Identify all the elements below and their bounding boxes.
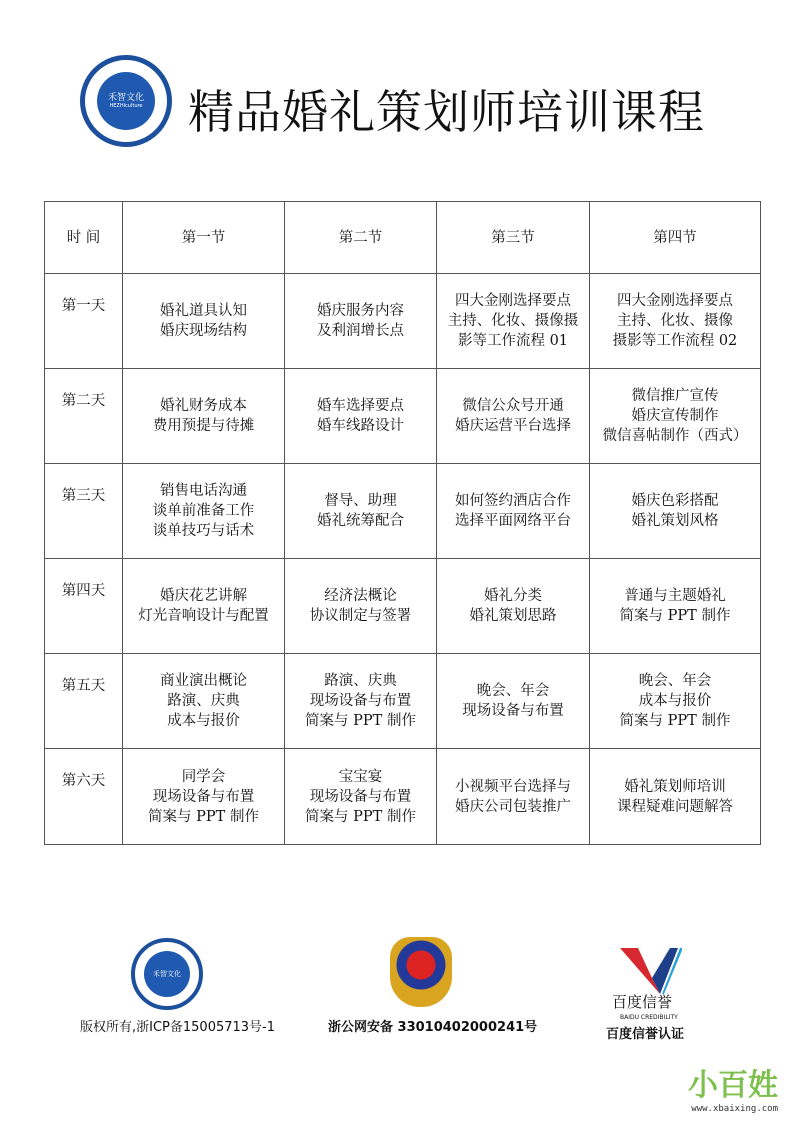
session-line: 现场设备与布置	[309, 693, 412, 709]
session-line: 婚礼分类	[484, 588, 542, 604]
session-line: 及利润增长点	[317, 323, 404, 339]
table-row	[45, 749, 761, 845]
page-title: 精品婚礼策划师培训课程	[188, 85, 705, 139]
baidu-cert-text: 百度信誉认证	[606, 1027, 685, 1042]
session-line: 简案与 PPT 制作	[148, 808, 259, 825]
session-line: 婚庆公司包装推广	[455, 798, 571, 815]
baidu-en-text: BAIDU CREDIBILITY	[620, 1014, 678, 1021]
session-line: 宝宝宴	[338, 768, 383, 785]
session-line: 婚礼道具认知	[160, 303, 247, 319]
session-line: 小视频平台选择与	[455, 778, 571, 795]
session-line: 婚庆现场结构	[160, 323, 247, 339]
session-cell	[285, 654, 437, 749]
table-row	[45, 559, 761, 654]
session-cell	[123, 464, 285, 559]
watermark-name: 小百姓	[688, 1068, 778, 1103]
session-line: 现场设备与布置	[462, 703, 564, 719]
session-cell	[590, 654, 761, 749]
day-cell: 第五天	[45, 654, 123, 749]
session-line: 微信推广宣传	[631, 388, 719, 404]
session-cell	[285, 369, 437, 464]
session-line: 选择平面网络平台	[455, 513, 571, 529]
session-cell	[590, 369, 761, 464]
session-cell	[123, 559, 285, 654]
session-line: 婚礼策划师培训	[624, 778, 726, 795]
session-cell	[437, 749, 590, 845]
session-line: 主持、化妆、摄像	[617, 313, 733, 329]
session-line: 摄影等工作流程 02	[612, 333, 738, 349]
watermark	[688, 1060, 778, 1114]
table-row	[45, 369, 761, 464]
header-row	[45, 202, 761, 274]
session-line: 婚车线路设计	[317, 418, 404, 434]
column-header: 第四节	[590, 202, 761, 274]
schedule-table	[44, 201, 761, 845]
icp-text: 版权所有,浙ICP备15005713号-1	[80, 1020, 276, 1035]
police-emblem-icon	[390, 937, 452, 1007]
session-cell	[285, 274, 437, 369]
session-line: 婚礼统筹配合	[317, 513, 404, 529]
session-cell	[285, 464, 437, 559]
column-header: 时 间	[45, 202, 123, 274]
session-cell	[123, 654, 285, 749]
session-line: 主持、化妆、摄像摄	[447, 313, 579, 329]
session-line: 灯光音响设计与配置	[138, 608, 269, 624]
session-line: 四大金刚选择要点	[455, 293, 571, 309]
session-line: 现场设备与布置	[152, 788, 255, 805]
session-line: 督导、助理	[324, 493, 397, 509]
session-line: 婚庆色彩搭配	[631, 493, 719, 509]
session-line: 婚礼策划风格	[631, 513, 719, 529]
session-line: 简案与 PPT 制作	[619, 713, 731, 729]
session-line: 商业演出概论	[160, 673, 247, 689]
session-cell	[437, 274, 590, 369]
session-line: 晚会、年会	[638, 673, 712, 689]
session-cell	[285, 749, 437, 845]
session-cell	[123, 369, 285, 464]
session-line: 婚礼策划思路	[469, 608, 557, 624]
session-line: 协议制定与签署	[309, 608, 412, 624]
session-line: 谈单技巧与话术	[152, 523, 255, 539]
session-line: 课程疑难问题解答	[617, 798, 733, 815]
day-cell: 第四天	[45, 559, 123, 654]
logo-text: 禾智文化	[153, 969, 181, 978]
session-line: 现场设备与布置	[309, 788, 412, 805]
session-line: 微信公众号开通	[462, 398, 564, 414]
session-line: 谈单前准备工作	[152, 503, 255, 519]
day-cell: 第三天	[45, 464, 123, 559]
session-cell	[590, 274, 761, 369]
column-header: 第一节	[123, 202, 285, 274]
session-cell	[437, 369, 590, 464]
column-header: 第三节	[437, 202, 590, 274]
session-line: 普通与主题婚礼	[624, 588, 726, 604]
session-cell	[590, 464, 761, 559]
day-cell: 第二天	[45, 369, 123, 464]
session-line: 四大金刚选择要点	[617, 293, 733, 309]
footer-logo	[131, 938, 203, 1010]
session-line: 简案与 PPT 制作	[619, 608, 731, 624]
police-record-text: 浙公网安备 33010402000241号	[328, 1020, 538, 1035]
session-line: 简案与 PPT 制作	[305, 713, 416, 729]
baidu-logo-text: 百度信誉	[612, 993, 673, 1011]
logo-en: HEZHIculture	[109, 103, 143, 110]
session-line: 成本与报价	[167, 713, 240, 729]
baidu-v-icon	[620, 948, 682, 994]
watermark-url: www.xbaixing.com	[691, 1104, 778, 1114]
session-line: 婚庆运营平台选择	[455, 418, 571, 434]
session-line: 销售电话沟通	[160, 483, 247, 499]
table-row	[45, 274, 761, 369]
session-line: 经济法概论	[324, 588, 397, 604]
session-line: 晚会、年会	[476, 683, 550, 699]
session-line: 费用预提与待摊	[152, 418, 255, 434]
session-line: 婚庆花艺讲解	[160, 588, 247, 604]
session-cell	[437, 654, 590, 749]
session-cell	[437, 559, 590, 654]
session-line: 路演、庆典	[324, 673, 397, 689]
session-line: 微信喜帖制作（西式）	[602, 428, 748, 444]
session-line: 婚礼财务成本	[160, 398, 247, 414]
session-cell	[123, 749, 285, 845]
session-cell	[590, 749, 761, 845]
session-line: 影等工作流程 01	[457, 333, 569, 349]
session-line: 路演、庆典	[167, 693, 240, 709]
table-row	[45, 654, 761, 749]
session-line: 婚庆服务内容	[317, 303, 404, 319]
logo-text: 禾智文化	[107, 92, 144, 103]
session-line: 婚庆宣传制作	[631, 408, 719, 424]
session-line: 成本与报价	[638, 693, 712, 709]
logo	[80, 55, 172, 147]
session-line: 简案与 PPT 制作	[305, 808, 416, 825]
session-cell	[437, 464, 590, 559]
day-cell: 第六天	[45, 749, 123, 845]
day-cell: 第一天	[45, 274, 123, 369]
table-row	[45, 464, 761, 559]
session-line: 婚车选择要点	[317, 398, 404, 414]
column-header: 第二节	[285, 202, 437, 274]
session-line: 如何签约酒店合作	[455, 493, 571, 509]
session-cell	[123, 274, 285, 369]
session-cell	[590, 559, 761, 654]
session-line: 同学会	[181, 768, 226, 785]
session-cell	[285, 559, 437, 654]
